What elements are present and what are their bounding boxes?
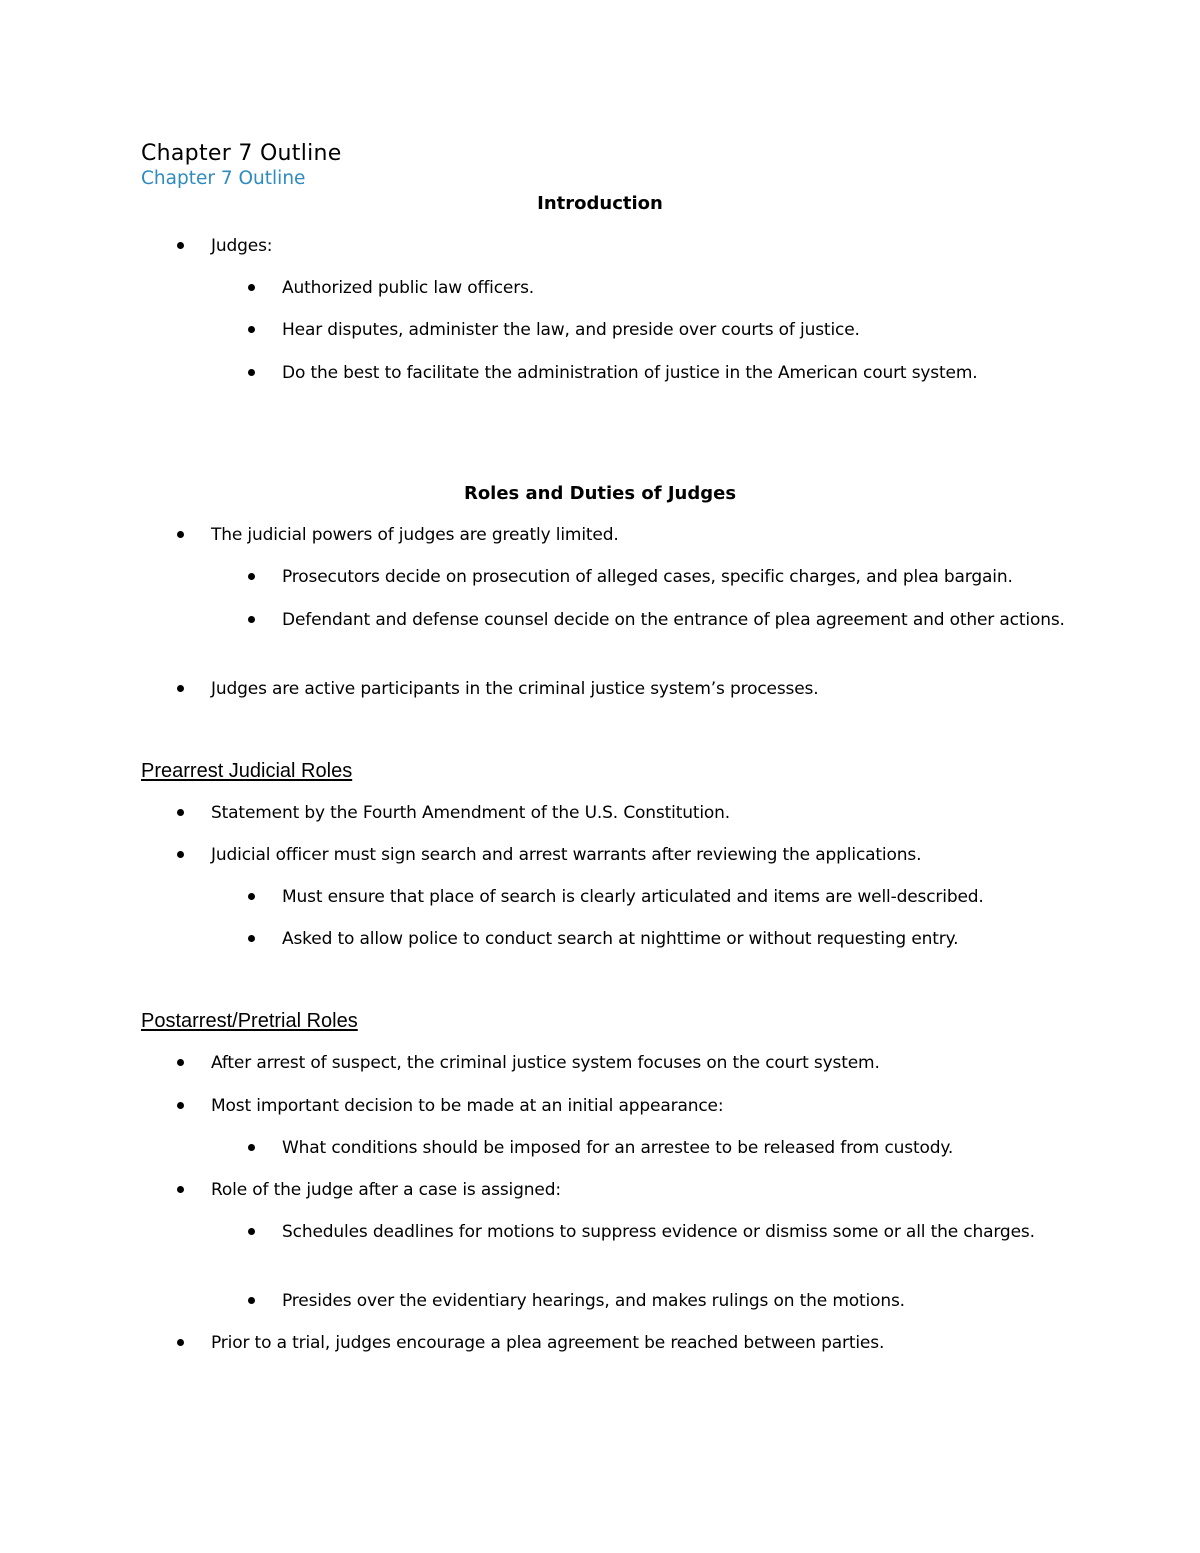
bullet-icon <box>248 284 255 291</box>
list-item-text: After arrest of suspect, the criminal justice system focuses on the court system. <box>211 1053 880 1073</box>
bullet-icon <box>248 616 255 623</box>
list-item <box>282 1135 1072 1161</box>
list-item-text: Asked to allow police to conduct search at nighttime or without requesting entry. <box>282 929 959 949</box>
list-item <box>211 1330 1071 1356</box>
list-item <box>282 564 1072 590</box>
list-item <box>211 676 1071 702</box>
document-subtitle: Chapter 7 Outline <box>141 168 306 189</box>
bullet-icon <box>248 935 255 942</box>
list-item <box>211 842 1071 868</box>
list-item-text: Presides over the evidentiary hearings, and makes rulings on the motions. <box>282 1291 905 1311</box>
subsection-heading-postarrest: Postarrest/Pretrial Roles <box>141 1010 358 1032</box>
list-item-text: Judges are active participants in the criminal justice system’s processes. <box>211 679 819 699</box>
list-item <box>282 1219 1072 1245</box>
bullet-icon <box>248 893 255 900</box>
bullet-icon <box>177 809 184 816</box>
list-item-text: Statement by the Fourth Amendment of the U.S. Constitution. <box>211 803 731 823</box>
list-item <box>211 1050 1071 1076</box>
bullet-icon <box>248 1297 255 1304</box>
bullet-icon <box>248 1144 255 1151</box>
bullet-icon <box>248 573 255 580</box>
list-item-text: Do the best to facilitate the administration of justice in the American court system. <box>282 363 978 383</box>
bullet-icon <box>248 1228 255 1235</box>
list-item-text: Defendant and defense counsel decide on the entrance of plea agreement and other actions. <box>282 610 1065 630</box>
list-item-text: Role of the judge after a case is assigned: <box>211 1180 561 1200</box>
list-item-text: Schedules deadlines for motions to suppress evidence or dismiss some or all the charges. <box>282 1222 1035 1242</box>
subsection-heading-prearrest: Prearrest Judicial Roles <box>141 760 353 782</box>
bullet-icon <box>177 851 184 858</box>
list-item <box>282 884 1072 910</box>
list-item-text: Prior to a trial, judges encourage a plea agreement be reached between parties. <box>211 1333 885 1353</box>
bullet-icon <box>177 685 184 692</box>
list-item <box>282 1288 1072 1314</box>
list-item-text: Prosecutors decide on prosecution of alleged cases, specific charges, and plea bargain. <box>282 567 1013 587</box>
list-item-text: Judges: <box>211 236 273 256</box>
list-item-text: Judicial officer must sign search and arrest warrants after reviewing the applications. <box>211 845 922 865</box>
bullet-icon <box>177 1102 184 1109</box>
bullet-icon <box>177 531 184 538</box>
bullet-icon <box>248 326 255 333</box>
list-item <box>282 360 1072 386</box>
bullet-icon <box>177 1059 184 1066</box>
list-item-text: Hear disputes, administer the law, and preside over courts of justice. <box>282 320 860 340</box>
list-item <box>282 926 1072 952</box>
list-item <box>211 1093 1071 1119</box>
bullet-icon <box>177 242 184 249</box>
list-item <box>211 522 1071 548</box>
list-item <box>211 1177 1071 1203</box>
list-item <box>211 800 1071 826</box>
list-item <box>211 233 1071 259</box>
list-item-text: Most important decision to be made at an initial appearance: <box>211 1096 724 1116</box>
list-item <box>282 275 1072 301</box>
list-item-text: What conditions should be imposed for an arrestee to be released from custody. <box>282 1138 954 1158</box>
document-title: Chapter 7 Outline <box>141 141 342 166</box>
list-item <box>282 607 1072 633</box>
section-heading-roles-duties: Roles and Duties of Judges <box>463 483 737 504</box>
bullet-icon <box>248 369 255 376</box>
list-item-text: Authorized public law officers. <box>282 278 535 298</box>
bullet-icon <box>177 1186 184 1193</box>
section-heading-introduction: Introduction <box>537 193 663 214</box>
list-item-text: Must ensure that place of search is clearly articulated and items are well-described. <box>282 887 984 907</box>
bullet-icon <box>177 1339 184 1346</box>
list-item <box>282 317 1072 343</box>
list-item-text: The judicial powers of judges are greatly limited. <box>211 525 619 545</box>
